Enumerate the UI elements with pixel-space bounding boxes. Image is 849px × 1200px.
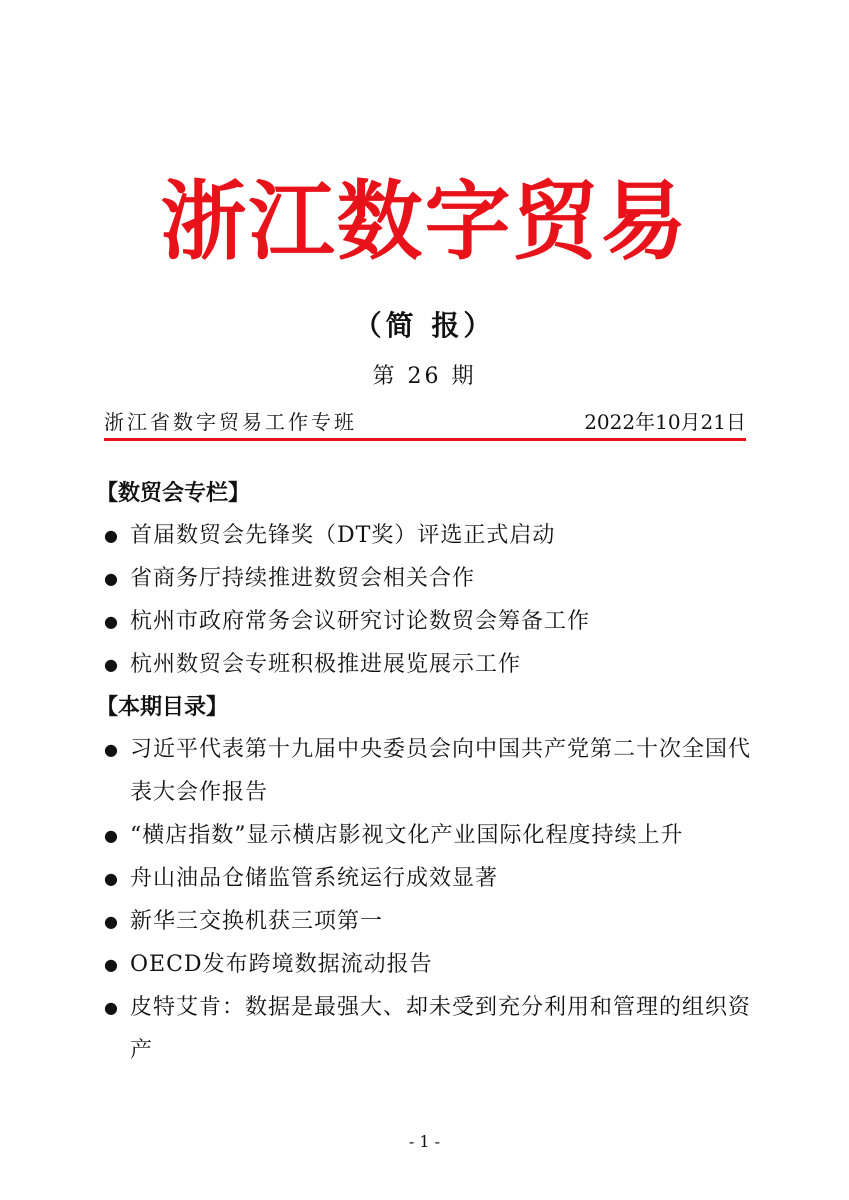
list-item-text: 首届数贸会先锋奖（DT奖）评选正式启动 <box>130 523 556 548</box>
bullet-icon: ● <box>104 955 119 974</box>
masthead-subtitle: （简 报） <box>353 309 496 342</box>
list-item <box>104 728 752 814</box>
contents-list <box>104 728 752 1072</box>
issue-number: 第 26 期 <box>372 364 477 389</box>
page-number: - 1 - <box>408 1132 441 1151</box>
list-item <box>104 943 752 986</box>
bullet-icon: ● <box>104 612 119 631</box>
bullet-icon: ● <box>104 740 119 759</box>
list-item <box>104 986 752 1072</box>
bullet-icon: ● <box>104 912 119 931</box>
issuer-date-row <box>104 405 746 439</box>
list-item-text: 皮特艾肯：数据是最强大、却未受到充分利用和管理的组织资产 <box>130 995 752 1063</box>
issuer-name: 浙江省数字贸易工作专班 <box>104 410 357 434</box>
bullet-icon: ● <box>104 655 119 674</box>
expo-column-list <box>104 514 752 686</box>
list-item-text: 杭州数贸会专班积极推进展览展示工作 <box>130 652 522 677</box>
list-item <box>104 814 752 857</box>
list-item <box>104 514 752 557</box>
list-item <box>104 643 752 686</box>
list-item-text: 杭州市政府常务会议研究讨论数贸会筹备工作 <box>130 609 591 634</box>
masthead-title: 浙江数字贸易 <box>160 171 689 272</box>
list-item-text: OECD发布跨境数据流动报告 <box>130 952 433 977</box>
list-item <box>104 557 752 600</box>
list-item-text: 舟山油品仓储监管系统运行成效显著 <box>130 866 499 891</box>
list-item <box>104 857 752 900</box>
section-heading-expo-column: 【数贸会专栏】 <box>96 481 251 506</box>
bullet-icon: ● <box>104 869 119 888</box>
bullet-icon: ● <box>104 826 119 845</box>
list-item-text: 新华三交换机获三项第一 <box>130 909 384 934</box>
list-item-text: 省商务厅持续推进数贸会相关合作 <box>130 566 476 591</box>
bullet-icon: ● <box>104 569 119 588</box>
list-item-text: 习近平代表第十九届中央委员会向中国共产党第二十次全国代表大会作报告 <box>130 737 752 805</box>
header-divider <box>104 438 746 441</box>
bullet-icon: ● <box>104 526 119 545</box>
list-item <box>104 600 752 643</box>
section-heading-contents: 【本期目录】 <box>96 695 229 720</box>
list-item-text: “横店指数”显示横店影视文化产业国际化程度持续上升 <box>130 823 684 848</box>
bullet-icon: ● <box>104 998 119 1017</box>
issue-date: 2022年10月21日 <box>584 410 746 434</box>
list-item <box>104 900 752 943</box>
